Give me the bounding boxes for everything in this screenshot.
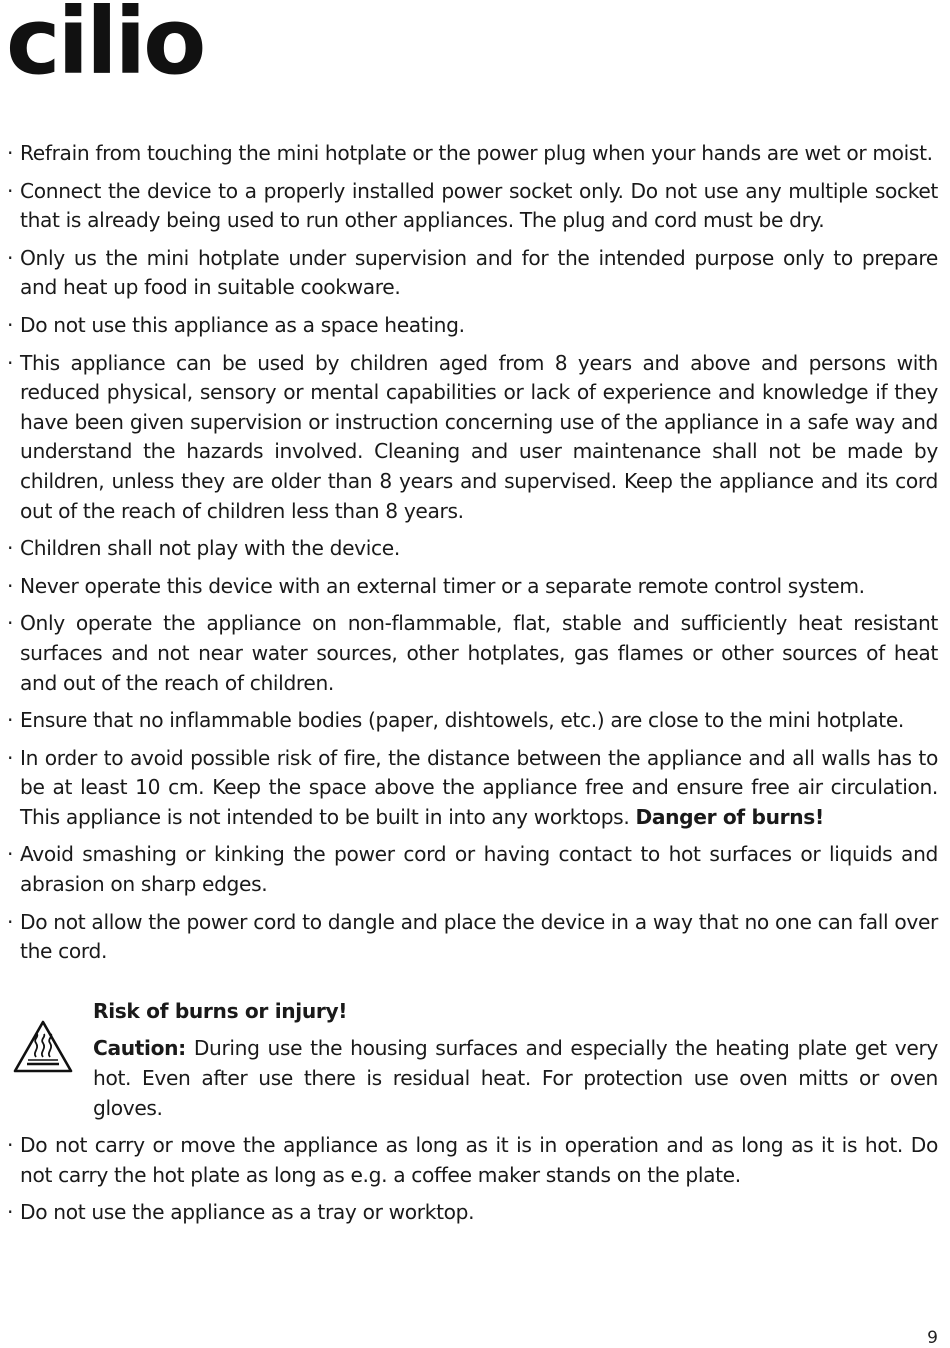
bullet-marker: · (7, 708, 14, 733)
list-item-text: Do not use the appliance as a tray or worktop. (20, 1200, 475, 1225)
caution-label: Caution: (93, 1036, 186, 1061)
list-item (7, 609, 938, 698)
list-item-text: Children shall not play with the device. (20, 536, 400, 561)
list-item-text: Do not use this appliance as a space heating. (20, 312, 465, 337)
list-item-text: Do not carry or move the appliance as long as it is in operation and as long as it is hot. Do not carry the hot plate as long as e.g. a coffee maker stands on the plate. (20, 1133, 938, 1187)
list-item-text: Connect the device to a properly installed power socket only. Do not use any multiple socket that is already being used to run other appliances. The plug and cord must be dry. (20, 178, 938, 233)
list-item-text: Do not allow the power cord to dangle and place the device in a way that no one can fall over the cord. (20, 909, 938, 964)
list-item (7, 1198, 938, 1228)
list-item (7, 177, 938, 236)
list-item-text: In order to avoid possible risk of fire, the distance between the appliance and all walls has to be at least 10 cm. Keep the space above the appliance free and ensure free air circulation. This appliance is not intended to be built in into any worktops. (20, 745, 938, 829)
warning-text (93, 1034, 938, 1123)
list-item-text: Only us the mini hotplate under supervision and for the intended purpose only to prepare and heat up food in suitable cookware. (20, 245, 938, 300)
bullet-marker: · (7, 745, 14, 770)
bullet-marker: · (7, 842, 14, 867)
warning-title: Risk of burns or injury! (93, 998, 348, 1023)
list-item (7, 139, 938, 169)
list-item-text: Avoid smashing or kinking the power cord or having contact to hot surfaces or liquids and abrasion on sharp edges. (20, 842, 938, 897)
safety-instructions (7, 139, 938, 1236)
bullet-marker: · (7, 245, 14, 270)
list-item (7, 311, 938, 341)
list-item (7, 840, 938, 899)
list-item-text: Only operate the appliance on non-flammable, flat, stable and sufficiently heat resistant surfaces and not near water sources, other hotplates, gas flames or other sources of heat and out of the reach of children. (20, 611, 938, 695)
bullet-marker: · (7, 536, 14, 561)
bullet-marker: · (7, 611, 14, 636)
bullet-marker: · (7, 312, 14, 337)
page-number: 9 (927, 1328, 938, 1348)
list-item (7, 244, 938, 303)
safety-list-bottom (7, 1131, 938, 1228)
list-item-emphasis: Danger of burns! (635, 804, 824, 829)
burn-warning-block (7, 997, 938, 1123)
list-item (7, 706, 938, 736)
hot-surface-warning-icon (12, 1019, 74, 1075)
bullet-marker: · (7, 1200, 14, 1225)
list-item (7, 572, 938, 602)
bullet-marker: · (7, 909, 14, 934)
bullet-marker: · (7, 141, 14, 165)
list-item (7, 534, 938, 564)
bullet-marker: · (7, 178, 14, 203)
list-item (7, 908, 938, 967)
safety-list-top (7, 139, 938, 967)
list-item (7, 349, 938, 527)
bullet-marker: · (7, 350, 14, 375)
list-item-text: Refrain from touching the mini hotplate or the power plug when your hands are wet or moist. (20, 141, 933, 165)
caution-text: During use the housing surfaces and especially the heating plate get very hot. Even after use there is residual heat. For protection use oven mitts or oven gloves. (93, 1036, 938, 1120)
brand-logo: cilio (6, 0, 204, 95)
list-item-text: This appliance can be used by children aged from 8 years and above and persons with reduced physical, sensory or mental capabilities or lack of experience and knowledge if they have been given supervision or instruction concerning use of the appliance in a safe way and understand the hazards involved. Cleaning and user maintenance shall not be made by children, unless they are older than 8 years and supervised. Keep the appliance and its cord out of the reach of children less than 8 years. (20, 350, 938, 523)
bullet-marker: · (7, 1133, 14, 1158)
list-item-text: Ensure that no inflammable bodies (paper, dishtowels, etc.) are close to the mini hotplate. (20, 708, 904, 733)
list-item (7, 1131, 938, 1190)
list-item (7, 744, 938, 833)
list-item-text: Never operate this device with an external timer or a separate remote control system. (20, 573, 865, 598)
bullet-marker: · (7, 573, 14, 598)
